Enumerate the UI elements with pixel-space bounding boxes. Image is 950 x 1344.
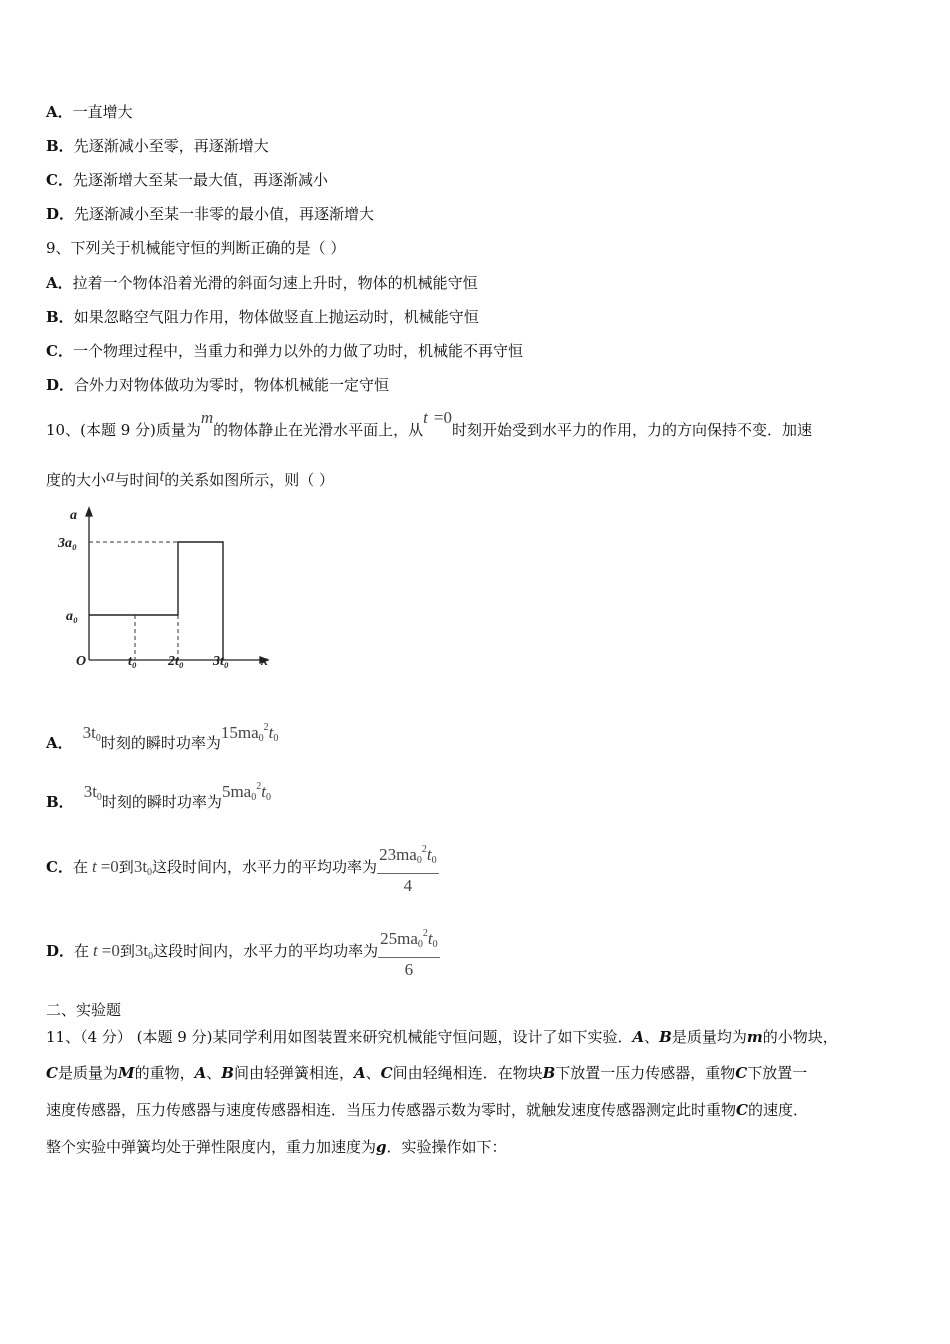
avg-power-fraction-d: $\frac{25ma_0^2t_0}{6}$ (378, 924, 440, 980)
q11-line3: 速度传感器，压力传感器与速度传感器相连．当压力传感器示数为零时，就触发速度传感器测定此时重物C的速度． (46, 1101, 808, 1119)
q10-option-d: D．在 t =0到$3t_0$这段时间内，水平力的平均功率为 $\frac{25ma_0^2t_0}{6}$ (46, 924, 440, 981)
q8-option-b: B．先逐渐减小至零，再逐渐增大 (46, 137, 269, 155)
q11-line4: 整个实验中弹簧均处于弹性限度内，重力加速度为g．实验操作如下： (46, 1138, 507, 1156)
power-expr-b: $5ma_0^2t_0$ (221, 781, 271, 803)
graph-tick-a0: a₀ (66, 609, 78, 624)
acceleration-step-line (89, 542, 223, 660)
acceleration-time-graph (56, 505, 286, 675)
graph-tick-t0: t₀ (128, 654, 137, 669)
q9-option-b: B．如果忽略空气阻力作用，物体做竖直上抛运动时，机械能守恒 (46, 308, 479, 326)
q9-option-a: A．拉着一个物体沿着光滑的斜面匀速上升时，物体的机械能守恒 (46, 274, 478, 292)
q10-stem-line1: 10、(本题 9 分)质量为m的物体静止在光滑水平面上，从t =0时刻开始受到水平力的作用，力的方向保持不变．加速 (46, 408, 813, 439)
t-equals-zero: t =0 (423, 408, 452, 427)
graph-tick-3a0: 3a₀ (58, 536, 77, 551)
q8-option-c: C．先逐渐增大至某一最大值，再逐渐减小 (46, 171, 328, 189)
graph-y-label: a (70, 508, 77, 523)
q10-option-b: B．$3t_0$时刻的瞬时功率为$5ma_0^2t_0$ (46, 781, 271, 811)
q9-option-d: D．合外力对物体做功为零时，物体机械能一定守恒 (46, 376, 390, 394)
graph-tick-2t0: 2t₀ (168, 654, 184, 669)
avg-power-fraction-c: $\frac{23ma_0^2t_0}{4}$ (377, 840, 439, 896)
q10-option-c: C．在 t =0到$3t_0$这段时间内，水平力的平均功率为 $\frac{23ma_0^2t_0}{4}$ (46, 840, 439, 897)
graph-tick-3t0: 3t₀ (213, 654, 229, 669)
graph-x-label: x (261, 654, 268, 669)
section-title-experiment: 二、实验题 (46, 1001, 122, 1019)
graph-origin: O (76, 654, 87, 669)
q9-stem: 9、下列关于机械能守恒的判断正确的是（ ） (46, 239, 346, 257)
y-axis-arrow-icon (86, 508, 92, 516)
q9-option-c: C．一个物理过程中，当重力和弹力以外的力做了功时，机械能不再守恒 (46, 342, 523, 360)
var-a: a (106, 466, 115, 485)
q10-option-a: A．$3t_0$时刻的瞬时功率为$15ma_0^2t_0$ (46, 722, 279, 752)
q11-line2: C是质量为M的重物，A、B间由轻弹簧相连，A、C间由轻绳相连．在物块B下放置一压力传感器，重物C下放置一 (46, 1064, 808, 1082)
q10-stem-line2: 度的大小a与时间t的关系如图所示，则（ ） (46, 466, 335, 489)
q8-option-d: D．先逐渐减小至某一非零的最小值，再逐渐增大 (46, 205, 375, 223)
q8-option-a: A．一直增大 (46, 103, 133, 121)
q11-line1: 11、（4 分） (本题 9 分)某同学利用如图装置来研究机械能守恒问题，设计了如下实验．A、B是质量均为m的小物块， (46, 1028, 838, 1046)
power-expr-a: $15ma_0^2t_0$ (220, 722, 279, 744)
var-m: m (200, 408, 214, 427)
var-t: t (159, 466, 165, 485)
